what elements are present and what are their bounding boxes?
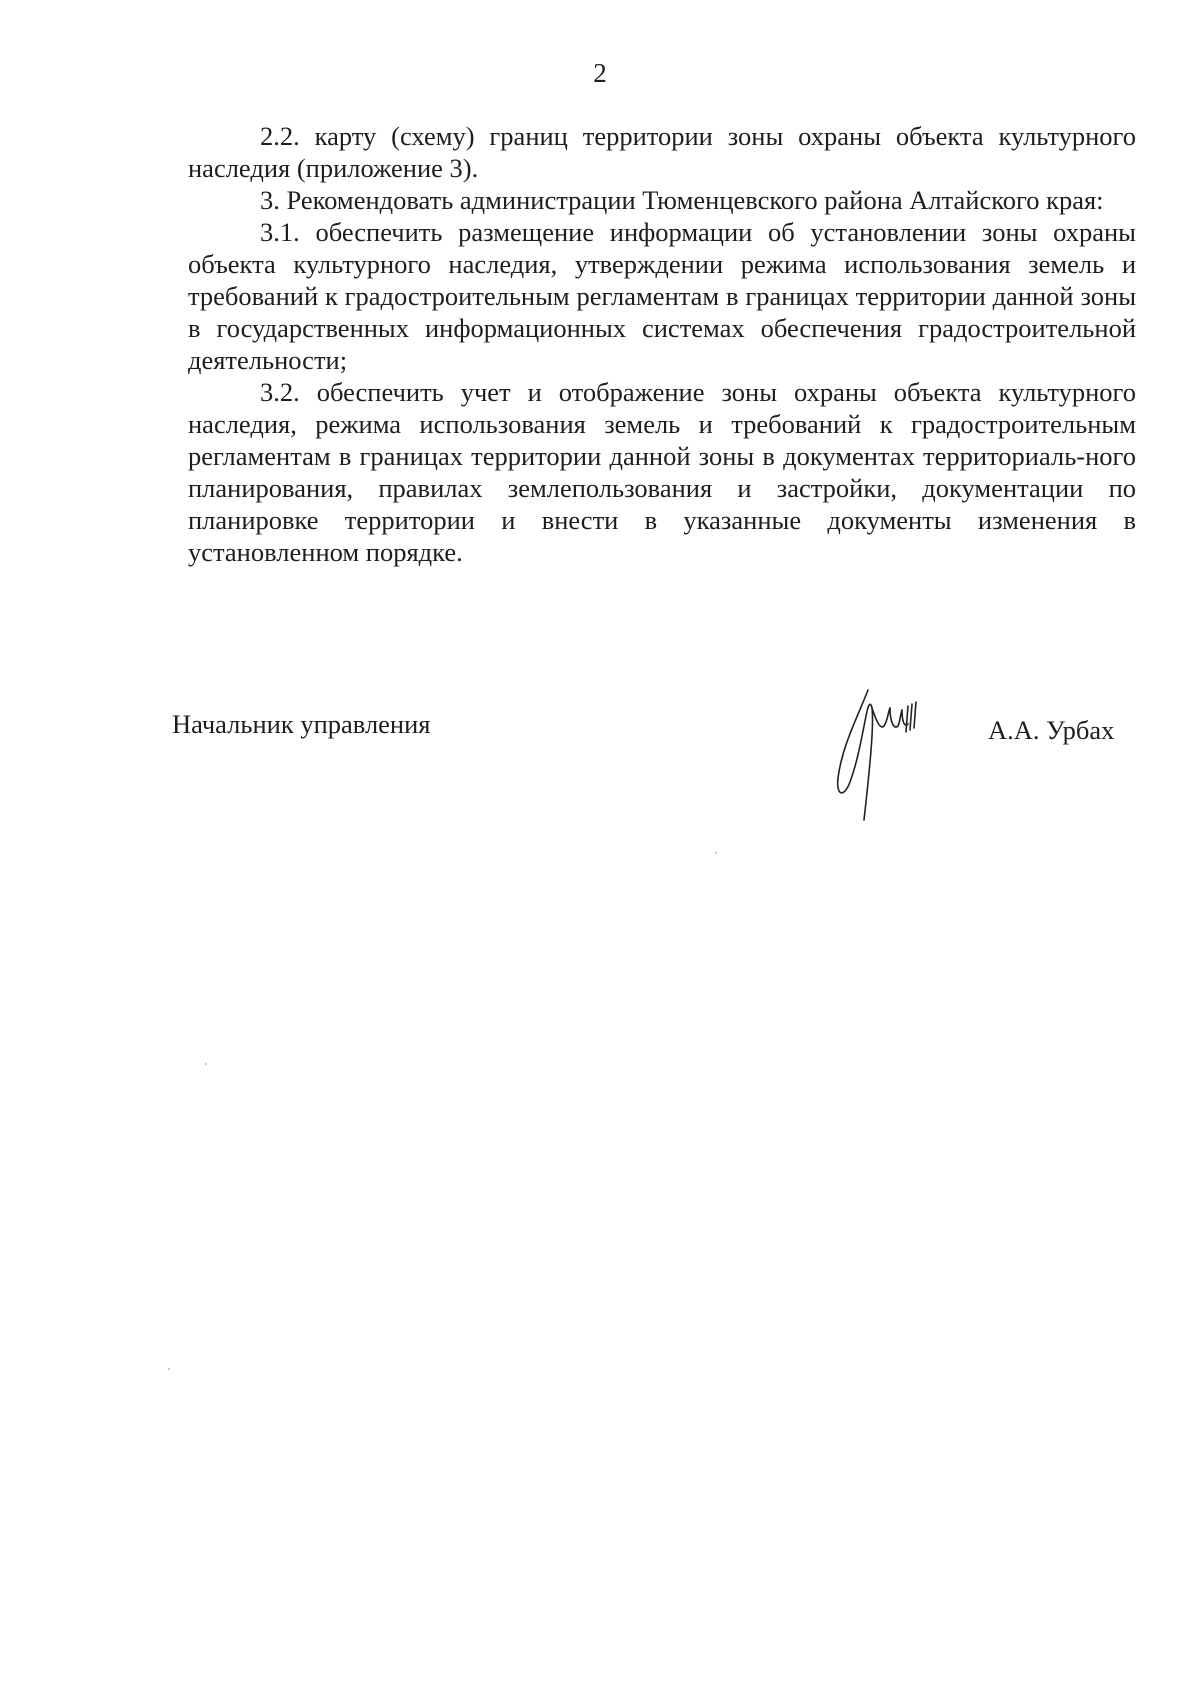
scan-speck <box>205 1063 207 1065</box>
document-body <box>188 120 1136 568</box>
paragraph-2-2: 2.2. карту (схему) границ территории зоны охраны объекта культурного наследия (приложение 3). <box>188 121 1136 183</box>
scan-speck <box>168 1368 170 1370</box>
signature-block <box>0 700 1200 830</box>
position-title: Начальник управления <box>172 709 431 739</box>
scan-speck <box>715 852 717 854</box>
paragraph-3-2: 3.2. обеспечить учет и отображение зоны охраны объекта культурного наследия, режима использования земель и требований к градостроительным регламентам в границах территории данной зоны в документах территориаль-ного планирования, правилах землепользования и застройки, документации по планировке территории и внести в указанные документы изменения в установленном порядке. <box>188 377 1136 567</box>
page-number: 2 <box>593 58 607 88</box>
paragraph-3-1: 3.1. обеспечить размещение информации об установлении зоны охраны объекта культурного наследия, утверждении режима использования земель и требований к градостроительным регламентам в границах территории данной зоны в государственных информационных системах обеспечения градостроительной деятельности; <box>188 217 1136 375</box>
signer-name: А.А. Урбах <box>988 715 1115 745</box>
handwritten-signature <box>828 686 938 826</box>
paragraph-3: 3. Рекомендовать администрации Тюменцевского района Алтайского края: <box>260 185 1104 215</box>
